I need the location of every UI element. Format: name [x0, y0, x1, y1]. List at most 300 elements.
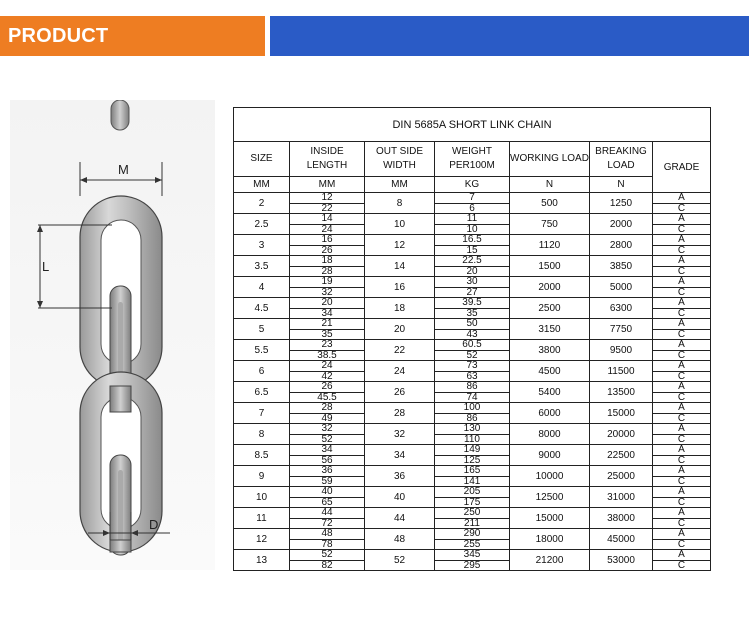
cell-inside-length-pair: [290, 361, 364, 381]
table-row: [234, 445, 711, 466]
cell-weight-top: 50: [435, 319, 509, 330]
cell-inside-length: [290, 403, 365, 424]
cell-weight-bottom: 52: [466, 349, 478, 361]
cell-outside-width: 52: [365, 550, 435, 571]
cell-size: 8.5: [234, 445, 290, 466]
cell-inside-length-bottom: 56: [321, 454, 333, 466]
cell-grade: [653, 340, 711, 361]
cell-grade-pair: [653, 277, 710, 297]
cell-outside-width: 16: [365, 277, 435, 298]
cell-inside-length-bottom: 38.5: [317, 349, 337, 361]
cell-grade-pair: [653, 235, 710, 255]
cell-weight-bottom: 10: [466, 223, 478, 235]
cell-grade-top: A: [653, 382, 710, 393]
cell-grade-bottom: C: [677, 244, 686, 256]
cell-working-load: 12500: [510, 487, 590, 508]
header-title: PRODUCT SPECIFICATION: [8, 25, 164, 87]
cell-weight: [435, 487, 510, 508]
cell-inside-length-top: 23: [290, 340, 364, 351]
cell-grade: [653, 361, 711, 382]
cell-inside-length-pair: [290, 508, 364, 528]
cell-inside-length-top: 20: [290, 298, 364, 309]
cell-inside-length-top: 16: [290, 235, 364, 246]
cell-grade: [653, 487, 711, 508]
cell-grade-bottom: C: [677, 412, 686, 424]
cell-grade-bottom: C: [677, 475, 686, 487]
cell-outside-width: 12: [365, 235, 435, 256]
cell-grade: [653, 256, 711, 277]
cell-inside-length-pair: [290, 529, 364, 549]
header-grade: GRADE: [653, 142, 711, 193]
cell-weight-bottom: 74: [466, 391, 478, 403]
cell-inside-length-top: 21: [290, 319, 364, 330]
cell-inside-length-pair: [290, 235, 364, 255]
table-row: [234, 403, 711, 424]
chain-illustration: [0, 100, 232, 570]
cell-grade-pair: [653, 340, 710, 360]
table-row: [234, 466, 711, 487]
cell-breaking-load: 2000: [590, 214, 653, 235]
cell-size: 4.5: [234, 298, 290, 319]
cell-size: 13: [234, 550, 290, 571]
cell-size: 6.5: [234, 382, 290, 403]
cell-weight: [435, 466, 510, 487]
cell-inside-length-pair: [290, 424, 364, 444]
cell-grade-pair: [653, 256, 710, 276]
cell-grade-bottom: C: [677, 496, 686, 508]
cell-inside-length: [290, 298, 365, 319]
cell-grade-top: A: [653, 277, 710, 288]
cell-weight-top: 86: [435, 382, 509, 393]
cell-size: 10: [234, 487, 290, 508]
cell-working-load: 1120: [510, 235, 590, 256]
cell-working-load: 3800: [510, 340, 590, 361]
cell-inside-length-bottom: 26: [321, 244, 333, 256]
cell-size: 5.5: [234, 340, 290, 361]
cell-grade: [653, 298, 711, 319]
header-size: SIZE: [234, 142, 290, 177]
cell-weight: [435, 235, 510, 256]
cell-weight-pair: [435, 382, 509, 402]
cell-grade-bottom: C: [677, 202, 686, 214]
table-row: [234, 550, 711, 571]
cell-grade: [653, 529, 711, 550]
cell-grade-bottom: C: [677, 559, 686, 571]
cell-weight-bottom: 43: [466, 328, 478, 340]
cell-breaking-load: 31000: [590, 487, 653, 508]
cell-inside-length-top: 48: [290, 529, 364, 540]
cell-weight-pair: [435, 466, 509, 486]
cell-weight-pair: [435, 508, 509, 528]
cell-size: 6: [234, 361, 290, 382]
cell-weight: [435, 403, 510, 424]
cell-weight: [435, 424, 510, 445]
cell-inside-length: [290, 487, 365, 508]
cell-grade-top: A: [653, 466, 710, 477]
cell-grade-top: A: [653, 445, 710, 456]
cell-grade-bottom: C: [677, 538, 686, 550]
cell-size: 8: [234, 424, 290, 445]
cell-grade: [653, 550, 711, 571]
unit-breaking-load: N: [590, 177, 653, 193]
cell-outside-width: 32: [365, 424, 435, 445]
table-row: [234, 361, 711, 382]
cell-grade-top: A: [653, 319, 710, 330]
cell-grade-pair: [653, 529, 710, 549]
cell-weight: [435, 550, 510, 571]
cell-grade-pair: [653, 487, 710, 507]
cell-grade-pair: [653, 319, 710, 339]
table-row: [234, 214, 711, 235]
cell-weight-pair: [435, 319, 509, 339]
table-row: [234, 277, 711, 298]
cell-weight-bottom: 125: [463, 454, 481, 466]
cell-weight-top: 16.5: [435, 235, 509, 246]
cell-weight-pair: [435, 256, 509, 276]
cell-grade-bottom: C: [677, 307, 686, 319]
cell-weight: [435, 256, 510, 277]
cell-weight-bottom: 86: [466, 412, 478, 424]
cell-inside-length-bottom: 28: [321, 265, 333, 277]
header-working-load: WORKING LOAD: [510, 142, 590, 177]
cell-outside-width: 14: [365, 256, 435, 277]
cell-breaking-load: 38000: [590, 508, 653, 529]
cell-breaking-load: 5000: [590, 277, 653, 298]
cell-weight-top: 100: [435, 403, 509, 414]
cell-weight-bottom: 175: [463, 496, 481, 508]
cell-size: 4: [234, 277, 290, 298]
cell-weight: [435, 193, 510, 214]
cell-inside-length-pair: [290, 403, 364, 423]
cell-grade-top: A: [653, 424, 710, 435]
cell-weight-top: 39.5: [435, 298, 509, 309]
cell-outside-width: 34: [365, 445, 435, 466]
cell-outside-width: 28: [365, 403, 435, 424]
cell-weight-bottom: 295: [463, 559, 481, 571]
cell-inside-length-top: 12: [290, 193, 364, 204]
cell-outside-width: 18: [365, 298, 435, 319]
cell-outside-width: 10: [365, 214, 435, 235]
cell-grade-top: A: [653, 361, 710, 372]
cell-grade: [653, 424, 711, 445]
cell-inside-length: [290, 193, 365, 214]
cell-weight-bottom: 110: [464, 433, 480, 445]
cell-inside-length: [290, 256, 365, 277]
cell-inside-length-pair: [290, 340, 364, 360]
cell-inside-length: [290, 382, 365, 403]
cell-weight-bottom: 27: [466, 286, 478, 298]
cell-inside-length-top: 36: [290, 466, 364, 477]
cell-working-load: 18000: [510, 529, 590, 550]
cell-inside-length: [290, 319, 365, 340]
cell-breaking-load: 45000: [590, 529, 653, 550]
cell-breaking-load: 53000: [590, 550, 653, 571]
cell-inside-length: [290, 424, 365, 445]
cell-inside-length-bottom: 65: [321, 496, 333, 508]
cell-weight-pair: [435, 235, 509, 255]
table-row: [234, 235, 711, 256]
cell-weight-top: 22.5: [435, 256, 509, 267]
cell-weight: [435, 340, 510, 361]
cell-working-load: 750: [510, 214, 590, 235]
cell-grade-bottom: C: [677, 517, 686, 529]
cell-breaking-load: 20000: [590, 424, 653, 445]
cell-inside-length-pair: [290, 487, 364, 507]
cell-weight-pair: [435, 340, 509, 360]
cell-grade-top: A: [653, 403, 710, 414]
cell-breaking-load: 2800: [590, 235, 653, 256]
cell-weight-pair: [435, 550, 509, 570]
cell-breaking-load: 13500: [590, 382, 653, 403]
cell-weight: [435, 214, 510, 235]
cell-size: 2.5: [234, 214, 290, 235]
cell-grade-bottom: C: [677, 370, 686, 382]
cell-inside-length: [290, 508, 365, 529]
cell-weight-top: 165: [435, 466, 509, 477]
cell-grade-top: A: [653, 256, 710, 267]
cell-grade-bottom: C: [677, 349, 686, 361]
cell-grade-bottom: C: [677, 454, 686, 466]
cell-inside-length: [290, 277, 365, 298]
cell-weight-pair: [435, 445, 509, 465]
cell-weight-top: 11: [435, 214, 509, 225]
cell-grade-top: A: [653, 529, 710, 540]
cell-weight-top: 250: [435, 508, 509, 519]
cell-inside-length-bottom: 22: [321, 202, 333, 214]
cell-weight-top: 130: [435, 424, 509, 435]
cell-size: 11: [234, 508, 290, 529]
cell-weight-bottom: 63: [466, 370, 478, 382]
cell-inside-length-top: 26: [290, 382, 364, 393]
cell-working-load: 2500: [510, 298, 590, 319]
cell-inside-length-bottom: 82: [321, 559, 333, 571]
cell-weight: [435, 382, 510, 403]
cell-grade-bottom: C: [677, 391, 686, 403]
cell-working-load: 9000: [510, 445, 590, 466]
header-accent-bar: [270, 16, 749, 56]
cell-inside-length-pair: [290, 193, 364, 213]
cell-grade: [653, 235, 711, 256]
cell-inside-length-bottom: 24: [321, 223, 333, 235]
cell-inside-length-bottom: 78: [321, 538, 333, 550]
cell-size: 12: [234, 529, 290, 550]
cell-breaking-load: 25000: [590, 466, 653, 487]
cell-weight-pair: [435, 361, 509, 381]
cell-inside-length-pair: [290, 214, 364, 234]
cell-weight-bottom: 141: [463, 475, 481, 487]
cell-inside-length-top: 40: [290, 487, 364, 498]
cell-working-load: 6000: [510, 403, 590, 424]
header-breaking-load: BREAKING LOAD: [590, 142, 653, 177]
cell-grade-pair: [653, 550, 710, 570]
cell-inside-length-bottom: 32: [321, 286, 333, 298]
cell-breaking-load: 6300: [590, 298, 653, 319]
cell-size: 9: [234, 466, 290, 487]
dimension-label-d: D: [149, 517, 159, 532]
cell-weight: [435, 445, 510, 466]
cell-weight-top: 205: [435, 487, 509, 498]
table-row: [234, 319, 711, 340]
cell-grade: [653, 382, 711, 403]
cell-breaking-load: 15000: [590, 403, 653, 424]
header-title-bar: [0, 16, 265, 87]
cell-inside-length-pair: [290, 550, 364, 570]
cell-inside-length: [290, 235, 365, 256]
cell-grade-top: A: [653, 340, 710, 351]
unit-weight: KG: [435, 177, 510, 193]
cell-inside-length-pair: [290, 277, 364, 297]
unit-inside-length: MM: [290, 177, 365, 193]
cell-inside-length-top: 34: [290, 445, 364, 456]
cell-inside-length-pair: [290, 445, 364, 465]
cell-grade-bottom: C: [677, 223, 686, 235]
cell-weight-bottom: 255: [463, 538, 481, 550]
cell-grade: [653, 508, 711, 529]
cell-grade-bottom: C: [677, 433, 686, 445]
cell-working-load: 1500: [510, 256, 590, 277]
cell-outside-width: 48: [365, 529, 435, 550]
cell-weight-pair: [435, 403, 509, 423]
cell-weight: [435, 298, 510, 319]
header-outside-width: OUT SIDE WIDTH: [365, 142, 435, 177]
cell-grade: [653, 403, 711, 424]
cell-outside-width: 36: [365, 466, 435, 487]
cell-weight-pair: [435, 424, 509, 444]
cell-working-load: 10000: [510, 466, 590, 487]
cell-grade-top: A: [653, 214, 710, 225]
cell-weight: [435, 361, 510, 382]
table-row: [234, 487, 711, 508]
cell-grade: [653, 193, 711, 214]
cell-inside-length-top: 32: [290, 424, 364, 435]
cell-breaking-load: 7750: [590, 319, 653, 340]
cell-breaking-load: 1250: [590, 193, 653, 214]
cell-inside-length-pair: [290, 256, 364, 276]
cell-outside-width: 8: [365, 193, 435, 214]
cell-size: 2: [234, 193, 290, 214]
cell-grade: [653, 214, 711, 235]
table-row: [234, 193, 711, 214]
table-row: [234, 424, 711, 445]
cell-working-load: 21200: [510, 550, 590, 571]
cell-weight-pair: [435, 277, 509, 297]
cell-weight-bottom: 20: [466, 265, 478, 277]
cell-inside-length: [290, 340, 365, 361]
cell-grade-top: A: [653, 235, 710, 246]
cell-inside-length-bottom: 49: [321, 412, 333, 424]
cell-weight-top: 149: [435, 445, 509, 456]
chain-diagram: [0, 100, 232, 570]
cell-weight-top: 30: [435, 277, 509, 288]
cell-inside-length-pair: [290, 466, 364, 486]
cell-inside-length-bottom: 42: [321, 370, 333, 382]
table-row: [234, 382, 711, 403]
cell-inside-length: [290, 445, 365, 466]
cell-grade-pair: [653, 214, 710, 234]
chain-link-top: [111, 100, 129, 130]
cell-outside-width: 26: [365, 382, 435, 403]
cell-grade-bottom: C: [677, 286, 686, 298]
cell-outside-width: 22: [365, 340, 435, 361]
cell-working-load: 4500: [510, 361, 590, 382]
cell-grade: [653, 319, 711, 340]
cell-inside-length-top: 24: [290, 361, 364, 372]
cell-weight-pair: [435, 529, 509, 549]
cell-working-load: 500: [510, 193, 590, 214]
cell-inside-length-pair: [290, 382, 364, 402]
cell-working-load: 8000: [510, 424, 590, 445]
cell-working-load: 2000: [510, 277, 590, 298]
table-row: [234, 340, 711, 361]
cell-inside-length-pair: [290, 319, 364, 339]
cell-grade-pair: [653, 466, 710, 486]
table-row: [234, 529, 711, 550]
cell-weight-top: 290: [435, 529, 509, 540]
cell-working-load: 5400: [510, 382, 590, 403]
unit-size: MM: [234, 177, 290, 193]
cell-working-load: 15000: [510, 508, 590, 529]
cell-breaking-load: 9500: [590, 340, 653, 361]
cell-weight-pair: [435, 193, 509, 213]
cell-size: 7: [234, 403, 290, 424]
dimension-label-l: L: [42, 259, 50, 274]
cell-inside-length-bottom: 35: [321, 328, 333, 340]
table-title: DIN 5685A SHORT LINK CHAIN: [234, 108, 711, 142]
cell-size: 5: [234, 319, 290, 340]
cell-inside-length: [290, 466, 365, 487]
cell-inside-length: [290, 214, 365, 235]
cell-breaking-load: 3850: [590, 256, 653, 277]
table-row: [234, 256, 711, 277]
cell-grade: [653, 277, 711, 298]
table-row: [234, 508, 711, 529]
cell-inside-length-top: 18: [290, 256, 364, 267]
cell-weight-top: 60.5: [435, 340, 509, 351]
cell-grade-pair: [653, 382, 710, 402]
cell-outside-width: 40: [365, 487, 435, 508]
cell-grade-bottom: C: [677, 265, 686, 277]
cell-grade-pair: [653, 445, 710, 465]
cell-weight-top: 345: [435, 550, 509, 561]
cell-grade-pair: [653, 361, 710, 381]
cell-weight-pair: [435, 487, 509, 507]
cell-grade-pair: [653, 298, 710, 318]
cell-grade-top: A: [653, 298, 710, 309]
cell-inside-length: [290, 550, 365, 571]
cell-size: 3.5: [234, 256, 290, 277]
cell-weight-top: 7: [435, 193, 509, 204]
cell-outside-width: 24: [365, 361, 435, 382]
cell-weight-bottom: 35: [466, 307, 478, 319]
cell-grade-pair: [653, 403, 710, 423]
cell-inside-length-top: 52: [290, 550, 364, 561]
cell-inside-length: [290, 529, 365, 550]
cell-inside-length-pair: [290, 298, 364, 318]
cell-inside-length-bottom: 34: [321, 307, 333, 319]
cell-weight-bottom: 15: [466, 244, 478, 256]
cell-inside-length-bottom: 45.5: [317, 391, 337, 403]
cell-grade-top: A: [653, 487, 710, 498]
cell-outside-width: 20: [365, 319, 435, 340]
cell-inside-length-top: 14: [290, 214, 364, 225]
cell-grade-pair: [653, 193, 710, 213]
cell-inside-length-top: 44: [290, 508, 364, 519]
cell-grade-top: A: [653, 508, 710, 519]
cell-weight-bottom: 6: [469, 202, 475, 214]
cell-outside-width: 44: [365, 508, 435, 529]
header-inside-length: INSIDE LENGTH: [290, 142, 365, 177]
cell-weight-top: 73: [435, 361, 509, 372]
